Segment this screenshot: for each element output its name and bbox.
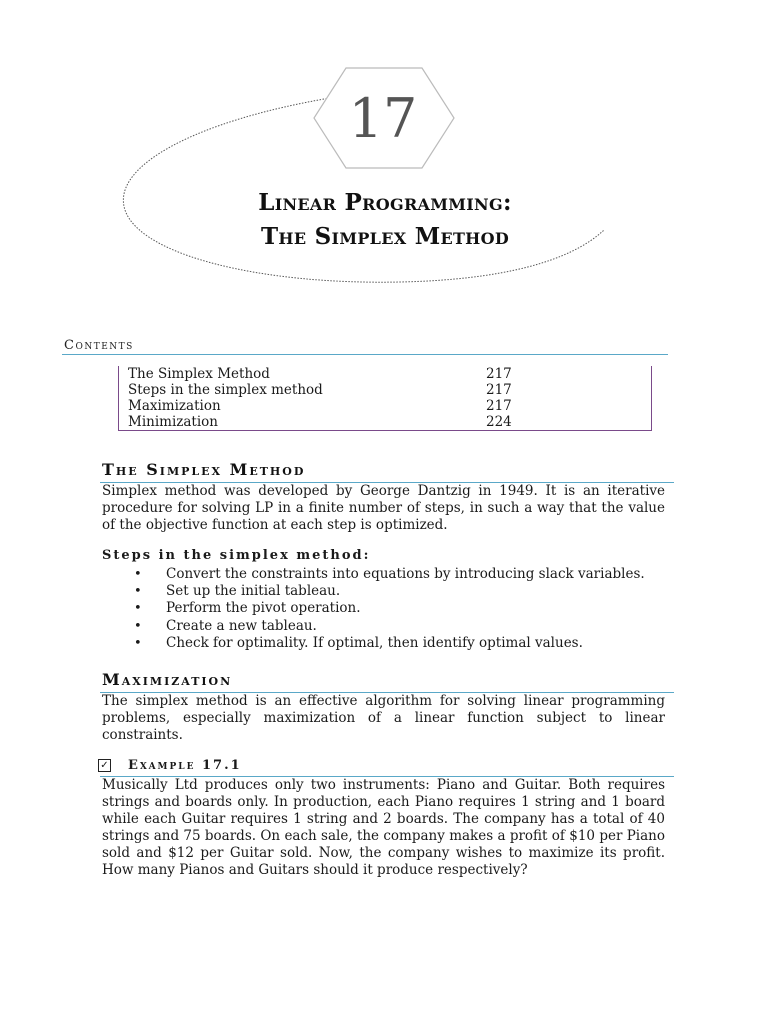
chapter-title	[150, 186, 620, 254]
example-paragraph: Musically Ltd produces only two instruments: Piano and Guitar. Both requires strings and boards only. In production, each Piano requires 1 string and 1 board while each Guitar requires 1 string and 2 boards. The company has a total of 40 strings and 75 boards. On each sale, the company makes a profit of $10 per Piano sold and $12 per Guitar sold. Now, the company wishes to maximize its profit. How many Pianos and Guitars should it produce respectively?	[102, 777, 665, 878]
chapter-number: 17	[348, 87, 418, 150]
chapter-header-decoration	[0, 0, 768, 300]
contents-heading: Contents	[64, 338, 134, 353]
toc-entry[interactable]	[128, 398, 548, 414]
steps-heading: Steps in the simplex method:	[102, 548, 371, 563]
list-item-text: Set up the initial tableau.	[166, 583, 341, 600]
toc-entry-page: 217	[486, 382, 512, 398]
toc-entry[interactable]	[128, 382, 548, 398]
bullet-icon: •	[134, 618, 142, 634]
toc-entry-label: Minimization	[128, 414, 218, 430]
contents-rule	[62, 354, 668, 355]
list-item-text: Perform the pivot operation.	[166, 600, 361, 617]
toc-entry-label: The Simplex Method	[128, 366, 270, 382]
list-item-text: Create a new tableau.	[166, 617, 317, 634]
toc-entry-page: 217	[486, 366, 512, 382]
chapter-title-line2: The Simplex Method	[260, 223, 510, 250]
simplex-paragraph: Simplex method was developed by George Dantzig in 1949. It is an iterative procedure for solving LP in a finite number of steps, in such a way that the value of the objective function at each step is optimized.	[102, 483, 665, 533]
bullet-icon: •	[134, 635, 142, 651]
chapter-title-line1: Linear Programming:	[258, 189, 512, 216]
bullet-icon: •	[134, 601, 142, 617]
list-item-text: Check for optimality. If optimal, then identify optimal values.	[166, 634, 583, 651]
toc-entry-page: 224	[486, 414, 512, 430]
toc-entry-page: 217	[486, 398, 512, 414]
maximization-paragraph: The simplex method is an effective algorithm for solving linear programming problems, especially maximization of a linear function subject to linear constraints.	[102, 693, 665, 743]
toc-entry[interactable]	[128, 366, 548, 382]
toc-entry[interactable]	[128, 414, 548, 430]
bullet-icon: •	[134, 584, 142, 600]
checkbox-icon: ✓	[98, 759, 111, 772]
bullet-icon: •	[134, 567, 142, 582]
section-heading-simplex: The Simplex Method	[102, 460, 306, 479]
example-heading: Example 17.1	[128, 758, 242, 773]
toc-entry-label: Maximization	[128, 398, 221, 414]
toc-entry-label: Steps in the simplex method	[128, 382, 323, 398]
list-item-text: Convert the constraints into equations by introducing slack variables.	[166, 566, 645, 582]
section-heading-maximization: Maximization	[102, 670, 233, 689]
